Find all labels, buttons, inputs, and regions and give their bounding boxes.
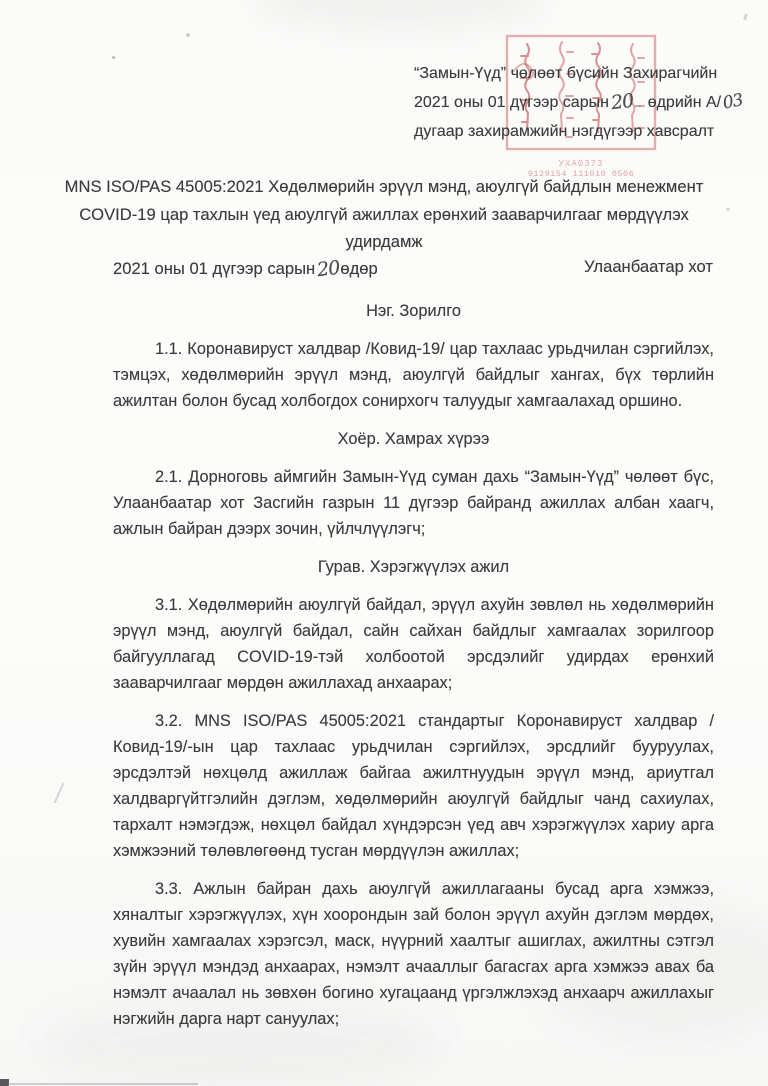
dotted-blank: .. [634, 97, 643, 110]
reference-date-text: 2021 оны 01 дүгээр сарын [414, 93, 609, 111]
section-purpose [113, 298, 714, 414]
reference-ordinance-prefix: өдрийн А/ [643, 93, 722, 111]
paragraph-2-1: 2.1. Дорноговь аймгийн Замын-Үүд суман дахь “Замын-Үүд” чөлөөт бүс, Улаанбаатар хот Засгийн газрын 11 дүгээр байранд ажиллах албан хаагч, ажлын байран дээрх зочин, үйлчлүүлэгч; [113, 468, 714, 538]
scan-artifact-speck [743, 14, 748, 21]
handwritten-day: 20 [609, 89, 635, 114]
scan-artifact-speck [112, 56, 115, 59]
date-text: 2021 оны 01 дүгээр сарын [113, 259, 316, 278]
document-date [113, 256, 378, 282]
section-scope [113, 426, 714, 542]
document-body [113, 286, 714, 1044]
paragraph-3-1: 3.1. Хөдөлмөрийн аюулгүй байдал, эрүүл ахуйн зөвлөл нь хөдөлмөрийн эрүүл мэнд, аюулгүй байдал, сайн сайхан байдлыг хамгаалах зорилгоор байгууллагад COVID-19-тэй холбоотой эрсдэлийг удирдах ерөнхий зааварчилгааг мөрдөн ажиллахад анхаарах; [113, 596, 714, 692]
reference-block [414, 60, 745, 146]
paragraph-1-1: 1.1. Коронавируст халдвар /Ковид-19/ цар тахлаас урьдчилан сэргийлэх, тэмцэх, хөдөлмөрийн эрүүл мэнд, аюулгүй байдлыг хангах, бүх төрлийн ажилтан болон бусад холбогдох сонирхогч талуудыг хамгаалахад оршино. [113, 340, 714, 410]
section-heading: Хоёр. Хамрах хүрээ [337, 430, 490, 448]
section-heading: Нэг. Зорилго [366, 302, 461, 320]
handwritten-ordinance-number: 03 [721, 89, 745, 114]
paragraph-3-2: 3.2. MNS ISO/PAS 45005:2021 стандартыг Коронавируст халдвар /Ковид-19/-ын цар тахлаас урьдчилан сэргийлэх, эрсдлийг бууруулах, эрсдэлтэй нөхцөлд ажиллаж байгаа ажилтнуудын эрүүл мэнд, ариутгал халдваргүйтгэлийн дэглэм, хөдөлмөрийн аюулгүй байдлыг чанд сахиулах, тархалт нэмэгдэж, нөхцөл байдал хүндэрсэн үед авч хэрэгжүүлэх хариу арга хэмжээний төлөвлөгөөнд тусган мөрдүүлэн ажиллах; [113, 712, 714, 860]
title-line-2: COVID-19 цар тахлын үед аюулгүй ажиллах ерөнхий зааварчилгааг мөрдүүлэх [79, 204, 689, 224]
scan-artifact-edge [8, 1083, 198, 1085]
section-implementation [113, 554, 714, 1032]
scan-artifact-speck [186, 33, 190, 37]
document-city: Улаанбаатар хот [583, 257, 713, 276]
scan-artifact-slash [54, 783, 65, 804]
reference-line-2 [414, 88, 745, 119]
stamp-serial: 9129154 111010 0506 [527, 169, 635, 179]
section-heading: Гурав. Хэрэгжүүлэх ажил [317, 558, 510, 576]
title-line-1: MNS ISO/PAS 45005:2021 Хөдөлмөрийн эрүүл мэнд, аюулгүй байдлын менежмент [64, 177, 704, 196]
scan-artifact-speck [726, 208, 730, 211]
reference-line-3: дугаар захирамжийн нэгдүгээр хавсралт [414, 123, 715, 140]
title-line-3: удирдамж [345, 232, 423, 251]
reference-line-1: “Замын-Үүд” чөлөөт бүсийн Захирагчийн [414, 65, 718, 82]
handwritten-day: 20 [316, 256, 341, 282]
document-title [56, 173, 712, 256]
stamp-code: УХА0373 [558, 159, 604, 169]
paragraph-3-3: 3.3. Ажлын байран дахь аюулгүй ажиллагааны бусад арга хэмжээ, хяналтыг хэрэгжүүлэх, хүн хоорондын зай болон эрүүл ахуйн дэглэм мөрдөх, хувийн хамгаалах хэрэгсэл, маск, нүүрний хаалтыг ашиглах, ажилтны сэтгэл зүйн эрүүл мэндэд анхаарах, нэмэлт ачааллыг багасгах арга хэмжээ авах ба нэмэлт ачаалал нь зөвхөн богино хугацаанд үргэлжлэхэд анхаарч ажиллахыг нэгжийн дарга нарт сануулах; [113, 880, 714, 1028]
scan-texture [250, 0, 550, 30]
scan-artifact-corner [0, 1079, 9, 1086]
date-city-row [113, 256, 713, 282]
date-suffix: өдөр [340, 259, 378, 278]
